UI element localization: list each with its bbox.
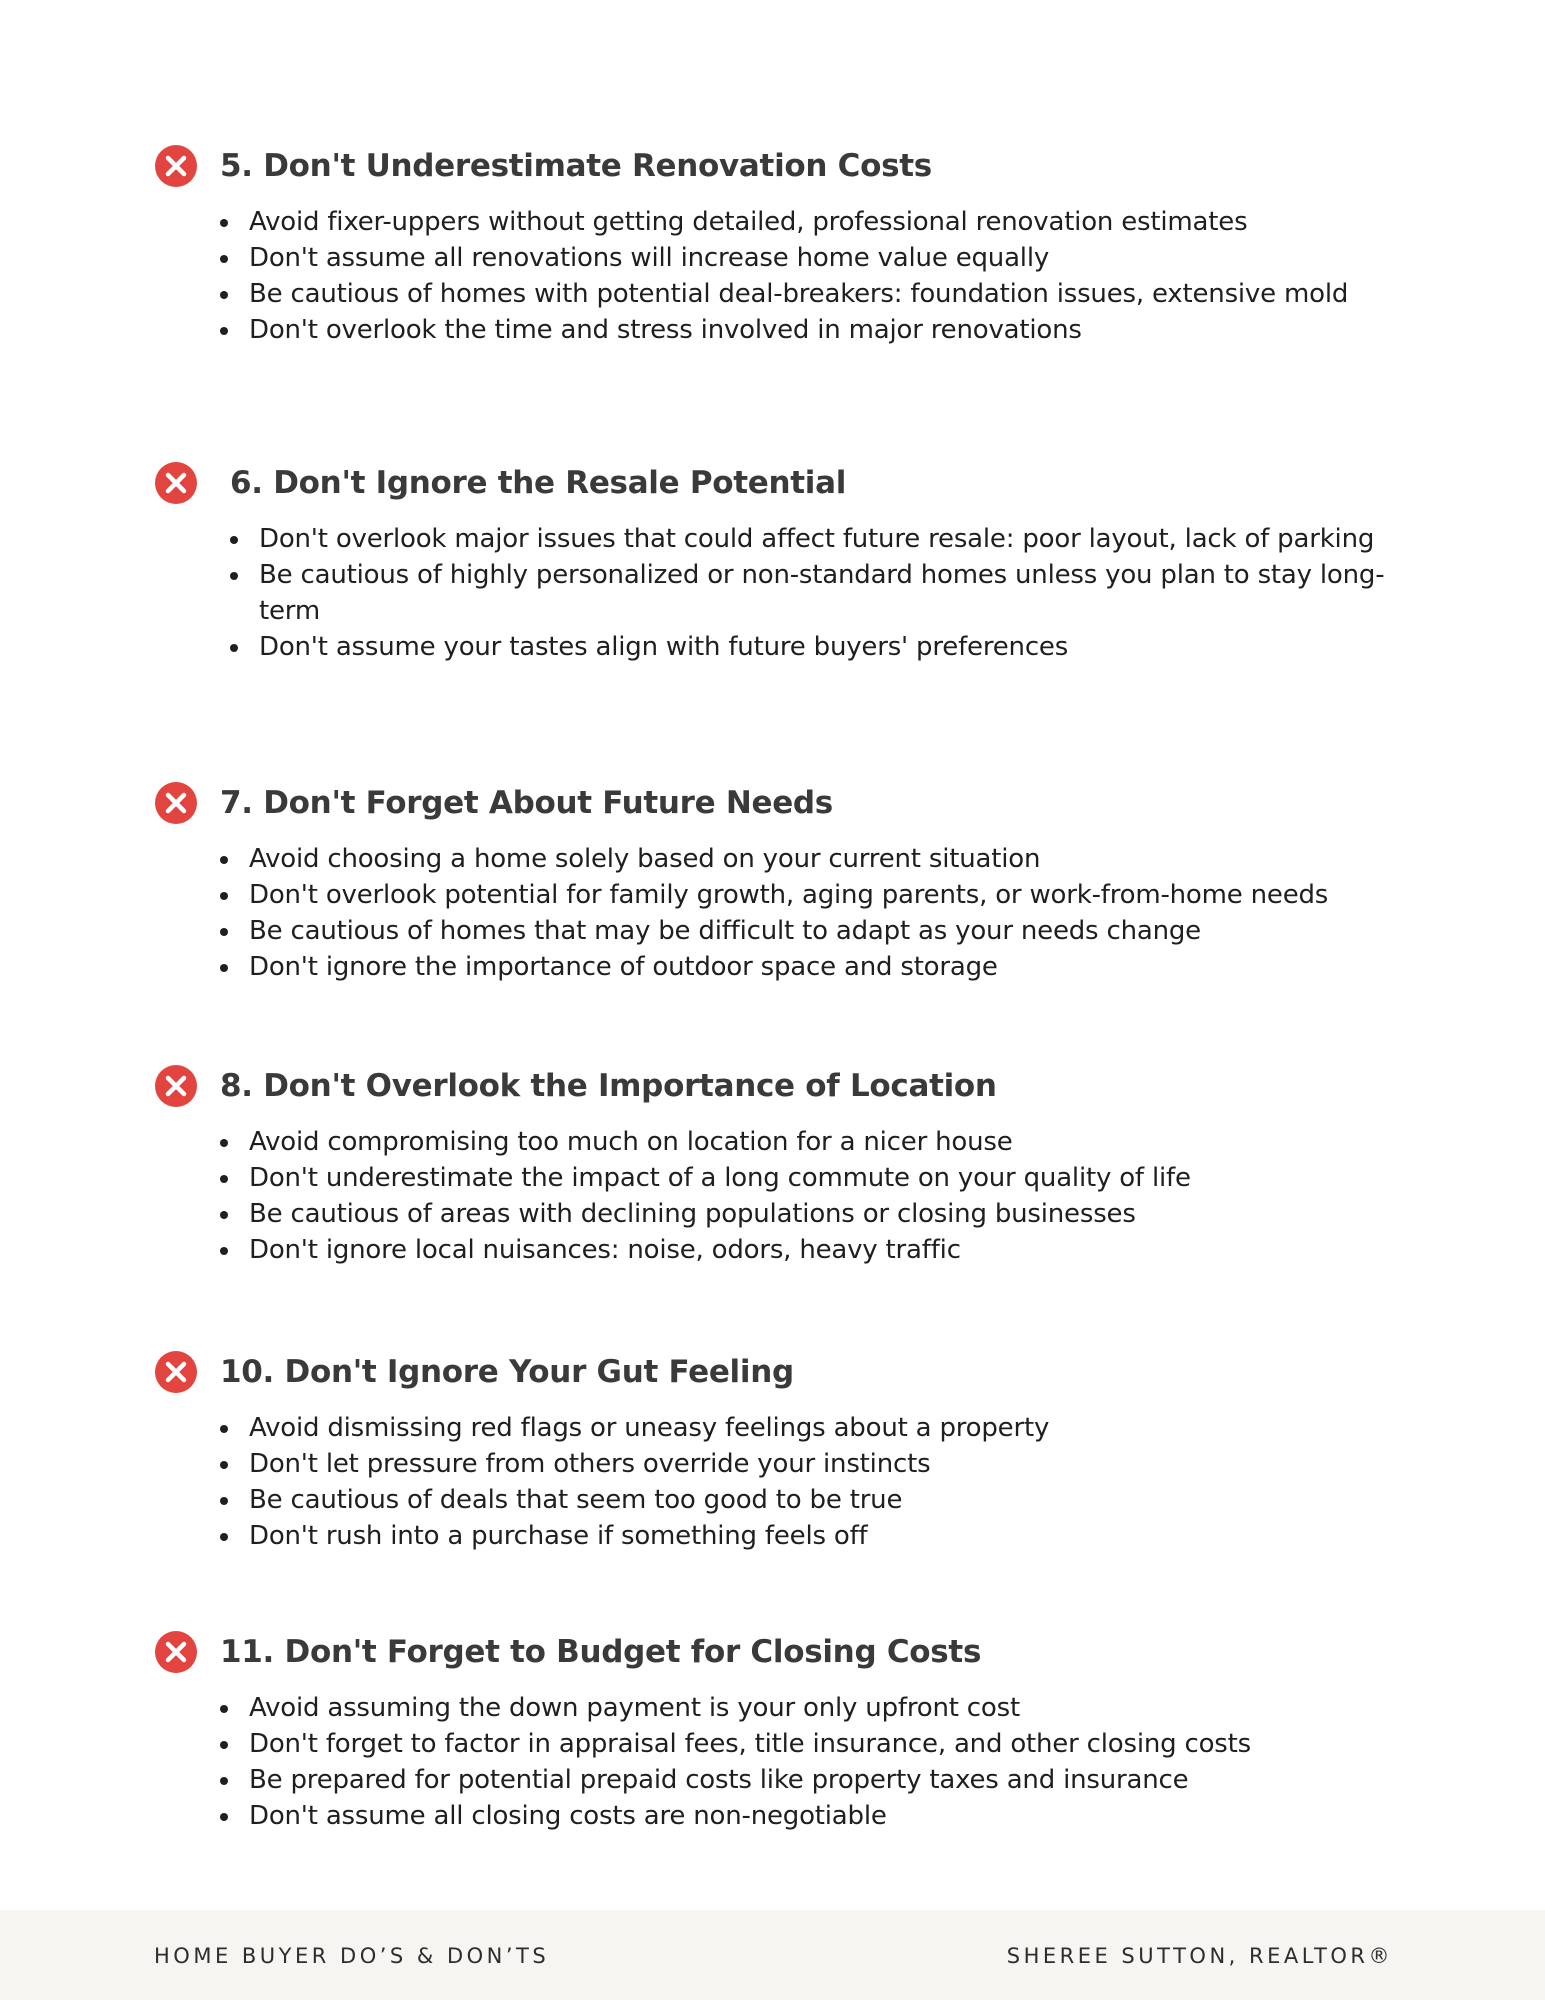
list-item: Be cautious of areas with declining populations or closing businesses (214, 1196, 1414, 1232)
list-item: Avoid compromising too much on location for a nicer house (214, 1124, 1414, 1160)
section-title: 6. Don't Ignore the Resale Potential (230, 465, 847, 501)
list-item: Don't underestimate the impact of a long commute on your quality of life (214, 1160, 1414, 1196)
section-header (154, 459, 1414, 507)
section-header (154, 779, 1414, 827)
x-circle-icon (154, 461, 198, 505)
section-header (154, 1062, 1414, 1110)
list-item: Don't overlook potential for family growth, aging parents, or work-from-home needs (214, 877, 1414, 913)
bullet-list (154, 841, 1414, 985)
x-circle-icon (154, 1064, 198, 1108)
bullet-list (154, 1410, 1414, 1554)
section-closing-costs (154, 1628, 1414, 1834)
bullet-list (154, 204, 1414, 348)
section-title: 8. Don't Overlook the Importance of Location (220, 1068, 997, 1104)
section-header (154, 1628, 1414, 1676)
section-location (154, 1062, 1414, 1268)
list-item: Be cautious of highly personalized or non-standard homes unless you plan to stay long-term (224, 557, 1414, 629)
list-item: Don't overlook major issues that could affect future resale: poor layout, lack of parking (224, 521, 1414, 557)
bullet-list (154, 1124, 1414, 1268)
section-resale-potential (154, 459, 1414, 665)
section-header (154, 1348, 1414, 1396)
section-title: 11. Don't Forget to Budget for Closing Costs (220, 1634, 982, 1670)
section-title: 5. Don't Underestimate Renovation Costs (220, 148, 932, 184)
list-item: Avoid dismissing red flags or uneasy feelings about a property (214, 1410, 1414, 1446)
list-item: Don't assume your tastes align with future buyers' preferences (224, 629, 1414, 665)
section-renovation-costs (154, 142, 1414, 348)
list-item: Avoid assuming the down payment is your only upfront cost (214, 1690, 1414, 1726)
x-circle-icon (154, 144, 198, 188)
list-item: Be prepared for potential prepaid costs like property taxes and insurance (214, 1762, 1414, 1798)
footer-author: SHEREE SUTTON, REALTOR® (1006, 1944, 1393, 1968)
list-item: Don't assume all closing costs are non-negotiable (214, 1798, 1414, 1834)
section-future-needs (154, 779, 1414, 985)
footer-document-title: HOME BUYER DO’S & DON’TS (154, 1944, 550, 1968)
list-item: Don't forget to factor in appraisal fees, title insurance, and other closing costs (214, 1726, 1414, 1762)
section-title: 7. Don't Forget About Future Needs (220, 785, 833, 821)
list-item: Don't assume all renovations will increase home value equally (214, 240, 1414, 276)
list-item: Be cautious of homes that may be difficult to adapt as your needs change (214, 913, 1414, 949)
x-circle-icon (154, 1350, 198, 1394)
list-item: Avoid fixer-uppers without getting detailed, professional renovation estimates (214, 204, 1414, 240)
section-title: 10. Don't Ignore Your Gut Feeling (220, 1354, 794, 1390)
x-circle-icon (154, 781, 198, 825)
section-header (154, 142, 1414, 190)
list-item: Don't let pressure from others override your instincts (214, 1446, 1414, 1482)
list-item: Be cautious of homes with potential deal-breakers: foundation issues, extensive mold (214, 276, 1414, 312)
bullet-list (154, 1690, 1414, 1834)
list-item: Don't overlook the time and stress involved in major renovations (214, 312, 1414, 348)
page-footer (0, 1910, 1545, 2000)
list-item: Avoid choosing a home solely based on your current situation (214, 841, 1414, 877)
list-item: Don't ignore local nuisances: noise, odors, heavy traffic (214, 1232, 1414, 1268)
bullet-list (154, 521, 1414, 665)
x-circle-icon (154, 1630, 198, 1674)
list-item: Don't rush into a purchase if something feels off (214, 1518, 1414, 1554)
section-gut-feeling (154, 1348, 1414, 1554)
list-item: Don't ignore the importance of outdoor space and storage (214, 949, 1414, 985)
list-item: Be cautious of deals that seem too good to be true (214, 1482, 1414, 1518)
